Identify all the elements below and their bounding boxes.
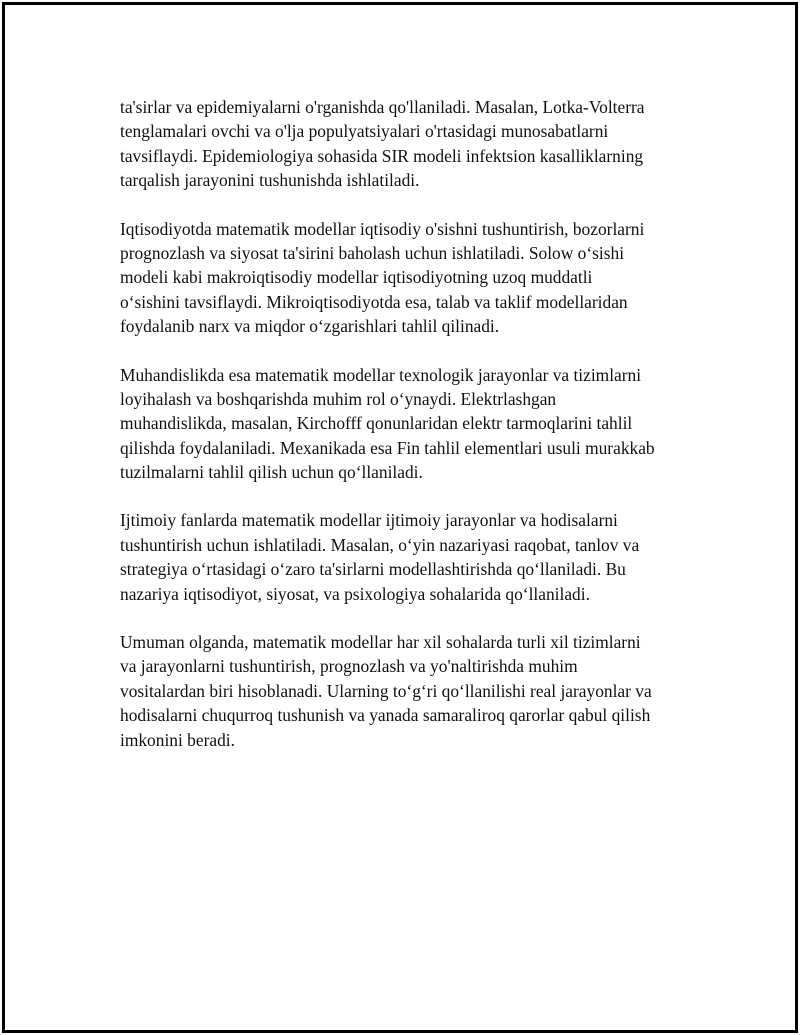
paragraph [120, 217, 695, 339]
text-line: tarqalish jarayonini tushunishda ishlatiladi. [120, 170, 420, 191]
text-line: Iqtisodiyotda matematik modellar iqtisodiy o'sishni tushuntirish, bozorlarni [120, 218, 645, 239]
paragraph [120, 363, 695, 485]
text-line: tuzilmalarni tahlil qilish uchun qo‘llaniladi. [120, 462, 423, 483]
text-line: Ijtimoiy fanlarda matematik modellar ijtimoiy jarayonlar va hodisalarni [120, 510, 618, 531]
text-line: ta'sirlar va epidemiyalarni o'rganishda qo'llaniladi. Masalan, Lotka-Volterra [120, 97, 645, 117]
document-body [120, 95, 695, 776]
text-line: foydalanib narx va miqdor o‘zgarishlari tahlil qilinadi. [120, 316, 500, 337]
text-line: vositalardan biri hisoblanadi. Ularning to‘g‘ri qo‘llanilishi real jarayonlar va [120, 680, 652, 701]
text-line: strategiya o‘rtasidagi o‘zaro ta'sirlarni modellashtirishda qo‘llaniladi. Bu [120, 559, 626, 580]
text-line: imkonini beradi. [120, 729, 235, 750]
text-line: tushuntirish uchun ishlatiladi. Masalan, o‘yin nazariyasi raqobat, tanlov va [120, 534, 640, 555]
text-line: tenglamalari ovchi va o'lja populyatsiyalari o'rtasidagi munosabatlarni [120, 121, 609, 142]
paragraph [120, 630, 695, 752]
paragraph [120, 95, 695, 193]
text-line: nazariya iqtisodiyot, siyosat, va psixologiya sohalarida qo‘llaniladi. [120, 583, 590, 604]
text-line: Umuman olganda, matematik modellar har xil sohalarda turli xil tizimlarni [120, 632, 641, 653]
text-line: muhandislikda, masalan, Kirchofff qonunlaridan elektr tarmoqlarini tahlil [120, 413, 633, 434]
text-line: modeli kabi makroiqtisodiy modellar iqtisodiyotning uzoq muddatli [120, 267, 593, 288]
text-line: o‘sishini tavsiflaydi. Mikroiqtisodiyotda esa, talab va taklif modellaridan [120, 291, 628, 312]
text-line: tavsiflaydi. Epidemiologiya sohasida SIR modeli infektsion kasalliklarning [120, 145, 644, 166]
page-frame [2, 2, 798, 1033]
text-line: qilishda foydalaniladi. Mexanikada esa Fin tahlil elementlari usuli murakkab [120, 437, 655, 458]
text-line: va jarayonlarni tushuntirish, prognozlash va yo'naltirishda muhim [120, 656, 578, 677]
text-line: Muhandislikda esa matematik modellar texnologik jarayonlar va tizimlarni [120, 364, 642, 385]
text-line: loyihalash va boshqarishda muhim rol o‘ynaydi. Elektrlashgan [120, 388, 557, 409]
text-line: prognozlash va siyosat ta'sirini baholash uchun ishlatiladi. Solow o‘sishi [120, 242, 625, 263]
paragraph [120, 508, 695, 606]
text-line: hodisalarni chuqurroq tushunish va yanada samaraliroq qarorlar qabul qilish [120, 705, 651, 726]
